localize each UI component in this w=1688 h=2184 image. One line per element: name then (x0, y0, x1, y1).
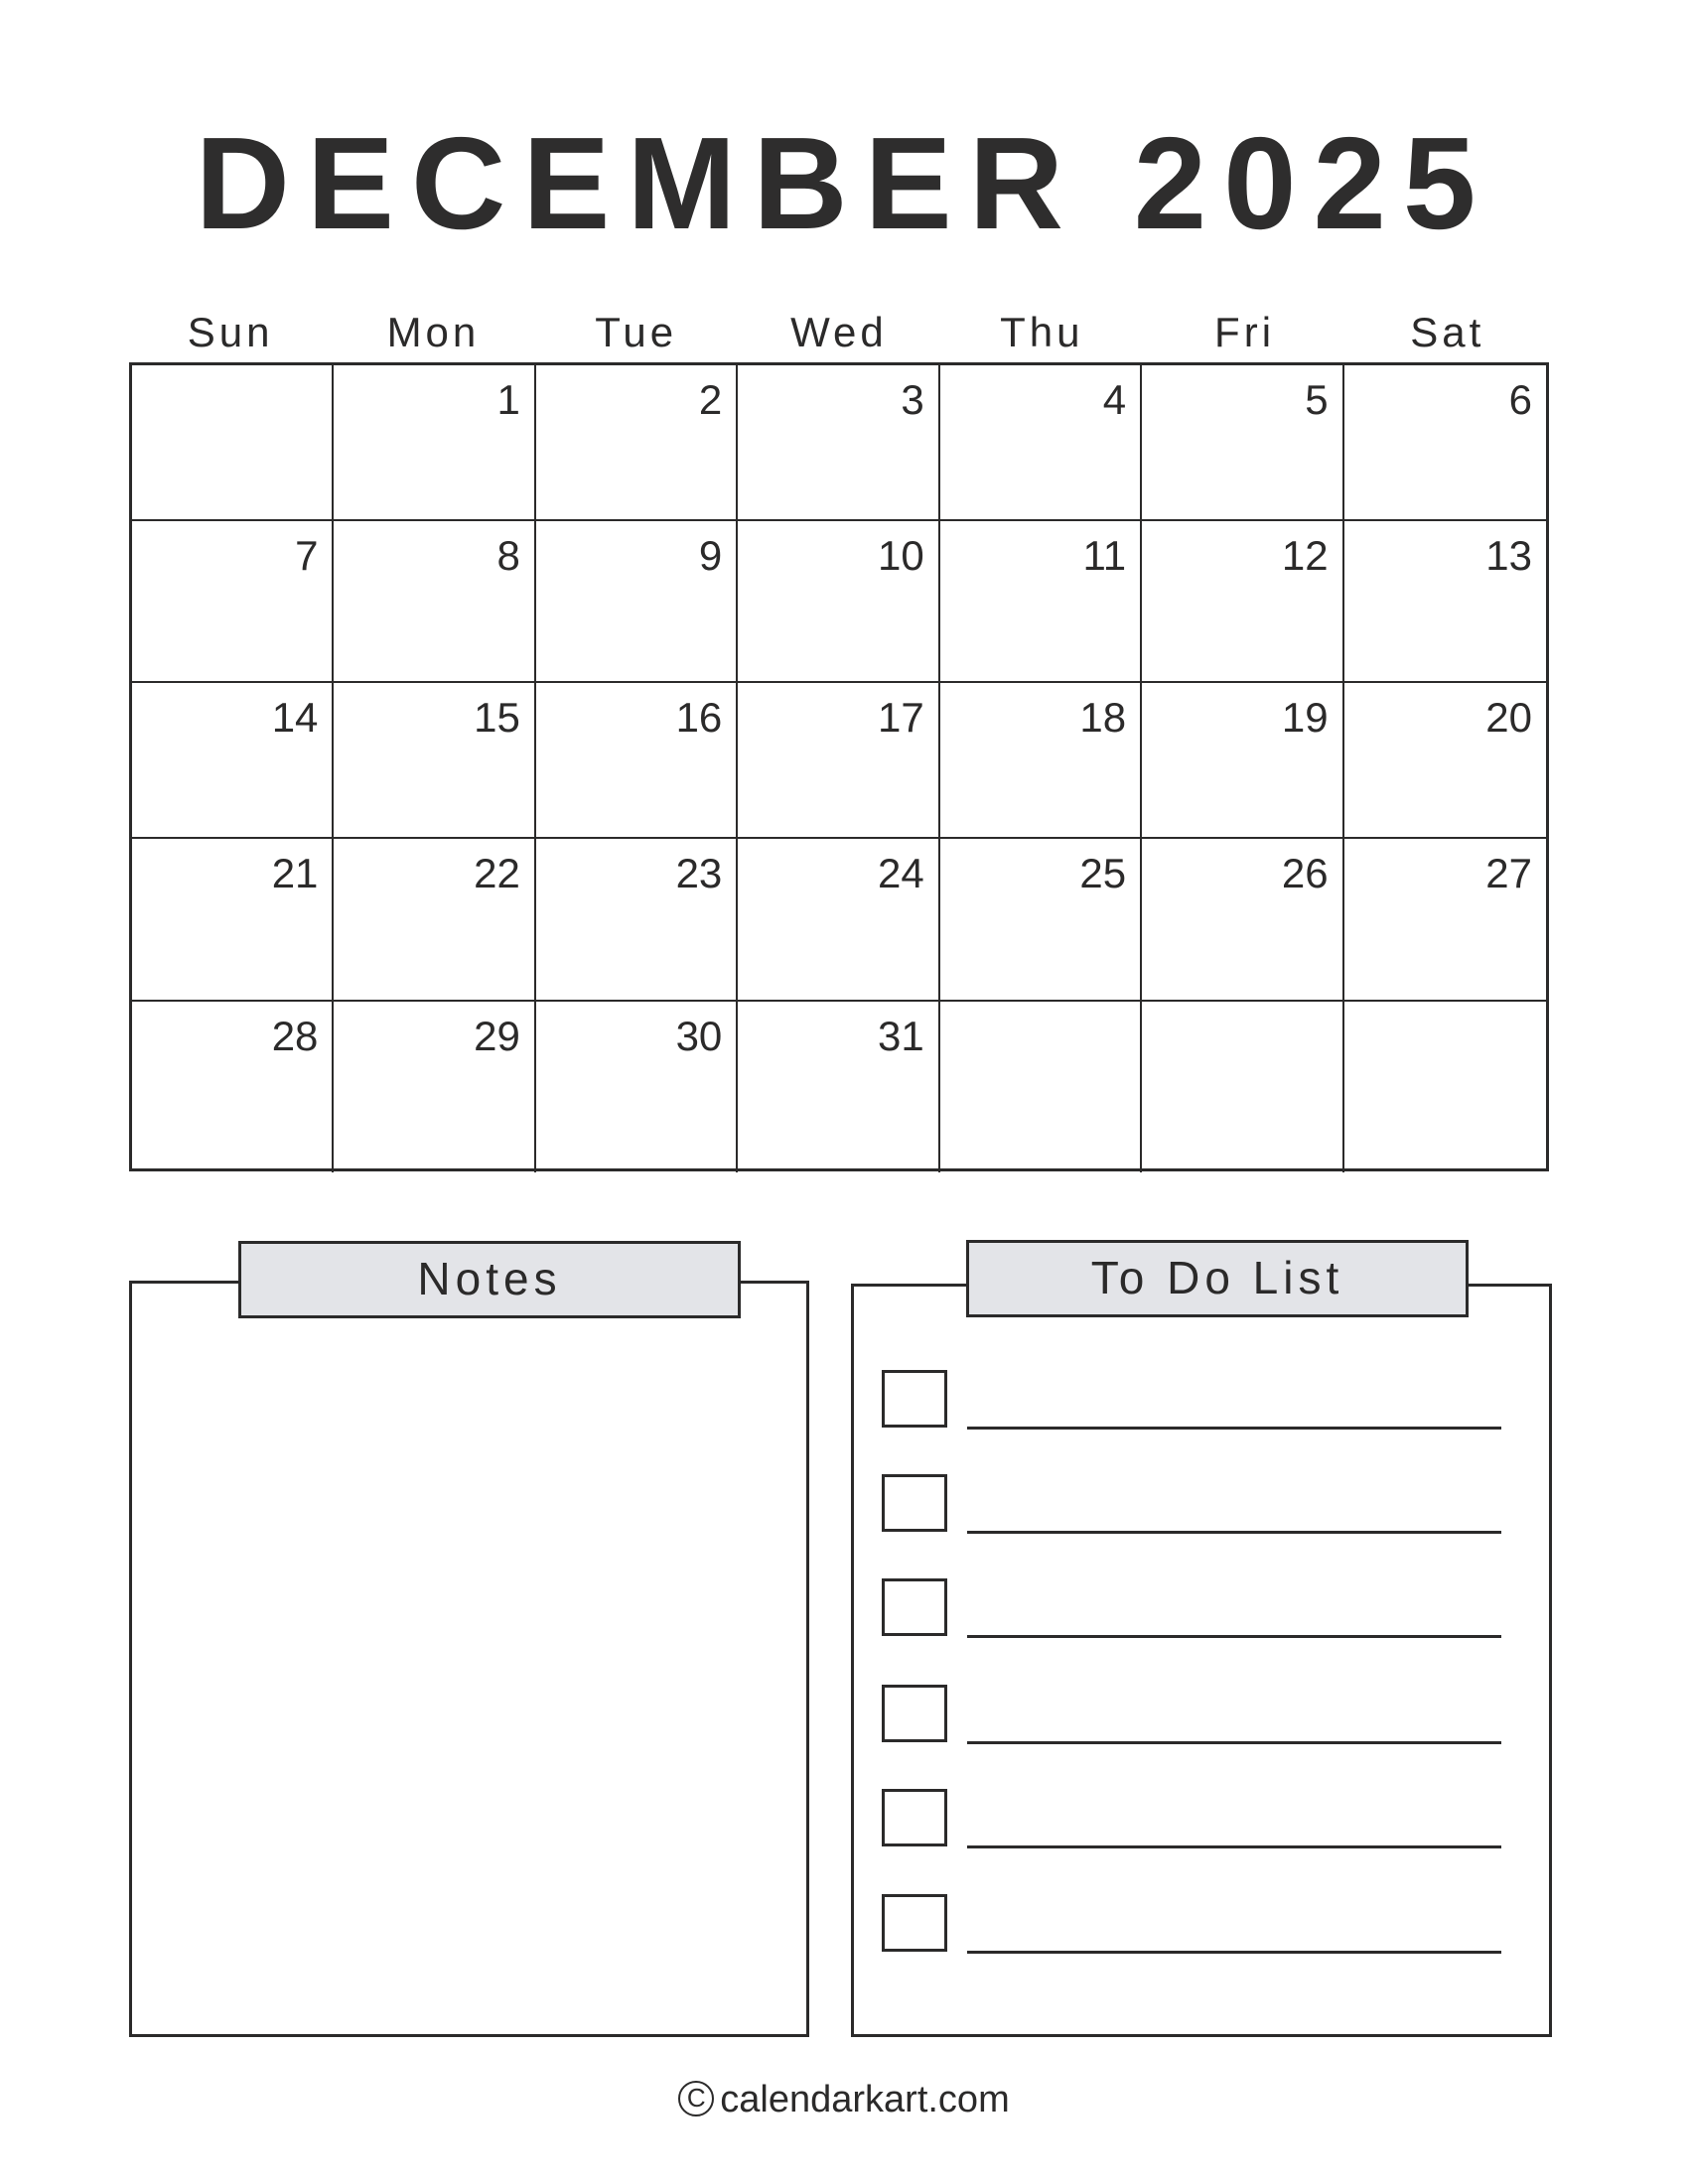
footer-site-link[interactable]: calendarkart.com (720, 2079, 1010, 2120)
day-number: 2 (698, 376, 723, 423)
day-number: 30 (675, 1013, 723, 1059)
day-cell[interactable] (334, 683, 535, 839)
day-cell[interactable] (1142, 521, 1343, 683)
day-cell[interactable] (738, 365, 939, 521)
day-number: 24 (877, 850, 924, 896)
day-number: 12 (1281, 532, 1329, 579)
day-number: 7 (295, 532, 319, 579)
todo-checkbox[interactable] (882, 1474, 947, 1532)
copyright-icon: C (678, 2081, 714, 2116)
todo-item (882, 1578, 1502, 1640)
day-number: 17 (877, 694, 924, 741)
day-cell[interactable] (738, 521, 939, 683)
day-cell[interactable] (738, 839, 939, 1002)
day-number: 9 (698, 532, 723, 579)
day-cell[interactable] (1142, 683, 1343, 839)
day-cell[interactable] (1344, 1002, 1546, 1172)
weekday-sat: Sat (1410, 309, 1485, 355)
day-cell[interactable] (536, 683, 738, 839)
todo-list-label: To Do List (966, 1240, 1469, 1317)
day-cell[interactable] (1142, 365, 1343, 521)
day-cell[interactable] (334, 1002, 535, 1172)
calendar-title: DECEMBER 2025 (195, 110, 1493, 256)
footer-credit (0, 2075, 1688, 2124)
todo-entry-line[interactable] (967, 1845, 1501, 1848)
day-number: 28 (271, 1013, 319, 1059)
day-number: 25 (1079, 850, 1127, 896)
day-cell[interactable] (1344, 683, 1546, 839)
day-cell[interactable] (536, 839, 738, 1002)
day-cell[interactable] (536, 521, 738, 683)
day-cell[interactable] (1344, 839, 1546, 1002)
day-number: 26 (1281, 850, 1329, 896)
day-number: 22 (474, 850, 520, 896)
day-cell[interactable] (536, 365, 738, 521)
day-number: 11 (1082, 532, 1127, 579)
day-number: 10 (877, 532, 924, 579)
day-cell[interactable] (334, 839, 535, 1002)
weekday-mon: Mon (386, 309, 481, 355)
day-cell[interactable] (132, 839, 334, 1002)
day-cell[interactable] (940, 683, 1142, 839)
day-number: 13 (1485, 532, 1532, 579)
day-number: 21 (271, 850, 319, 896)
todo-item (882, 1894, 1502, 1956)
day-number: 3 (901, 376, 924, 423)
day-cell[interactable] (1344, 365, 1546, 521)
day-number: 16 (675, 694, 723, 741)
weekday-sun: Sun (187, 309, 274, 355)
todo-item (882, 1370, 1502, 1432)
day-cell[interactable] (940, 365, 1142, 521)
weekday-thu: Thu (1000, 309, 1084, 355)
weekday-tue: Tue (595, 309, 678, 355)
day-cell[interactable] (940, 839, 1142, 1002)
day-number: 15 (474, 694, 520, 741)
notes-area[interactable] (129, 1281, 809, 2037)
day-cell[interactable] (1142, 839, 1343, 1002)
day-cell[interactable] (132, 1002, 334, 1172)
day-cell[interactable] (738, 1002, 939, 1172)
day-number: 4 (1102, 376, 1127, 423)
day-number: 31 (877, 1013, 924, 1059)
day-number: 1 (496, 376, 520, 423)
todo-item (882, 1474, 1502, 1536)
day-cell[interactable] (132, 365, 334, 521)
day-number: 14 (271, 694, 319, 741)
day-cell[interactable] (334, 365, 535, 521)
day-cell[interactable] (536, 1002, 738, 1172)
notes-label: Notes (238, 1241, 741, 1318)
day-number: 5 (1305, 376, 1329, 423)
weekday-fri: Fri (1214, 309, 1276, 355)
todo-checkbox[interactable] (882, 1578, 947, 1636)
day-cell[interactable] (1142, 1002, 1343, 1172)
weekday-wed: Wed (790, 309, 888, 355)
todo-checkbox[interactable] (882, 1685, 947, 1742)
todo-checkbox[interactable] (882, 1894, 947, 1952)
day-cell[interactable] (738, 683, 939, 839)
day-cell[interactable] (334, 521, 535, 683)
day-number: 18 (1079, 694, 1127, 741)
todo-entry-line[interactable] (967, 1427, 1501, 1430)
todo-entry-line[interactable] (967, 1531, 1501, 1534)
todo-entry-line[interactable] (967, 1635, 1501, 1638)
day-number: 6 (1508, 376, 1532, 423)
day-cell[interactable] (1344, 521, 1546, 683)
todo-checkbox[interactable] (882, 1789, 947, 1846)
day-cell[interactable] (132, 683, 334, 839)
todo-entry-line[interactable] (967, 1951, 1501, 1954)
weekday-header-row (129, 308, 1549, 357)
todo-checkbox[interactable] (882, 1370, 947, 1428)
day-number: 29 (474, 1013, 520, 1059)
todo-entry-line[interactable] (967, 1741, 1501, 1744)
day-number: 20 (1485, 694, 1532, 741)
calendar-grid (129, 362, 1549, 1171)
day-number: 27 (1485, 850, 1532, 896)
todo-item (882, 1789, 1502, 1850)
day-number: 19 (1281, 694, 1329, 741)
day-cell[interactable] (940, 1002, 1142, 1172)
day-cell[interactable] (132, 521, 334, 683)
todo-item (882, 1685, 1502, 1746)
day-number: 8 (496, 532, 520, 579)
day-cell[interactable] (940, 521, 1142, 683)
day-number: 23 (675, 850, 723, 896)
